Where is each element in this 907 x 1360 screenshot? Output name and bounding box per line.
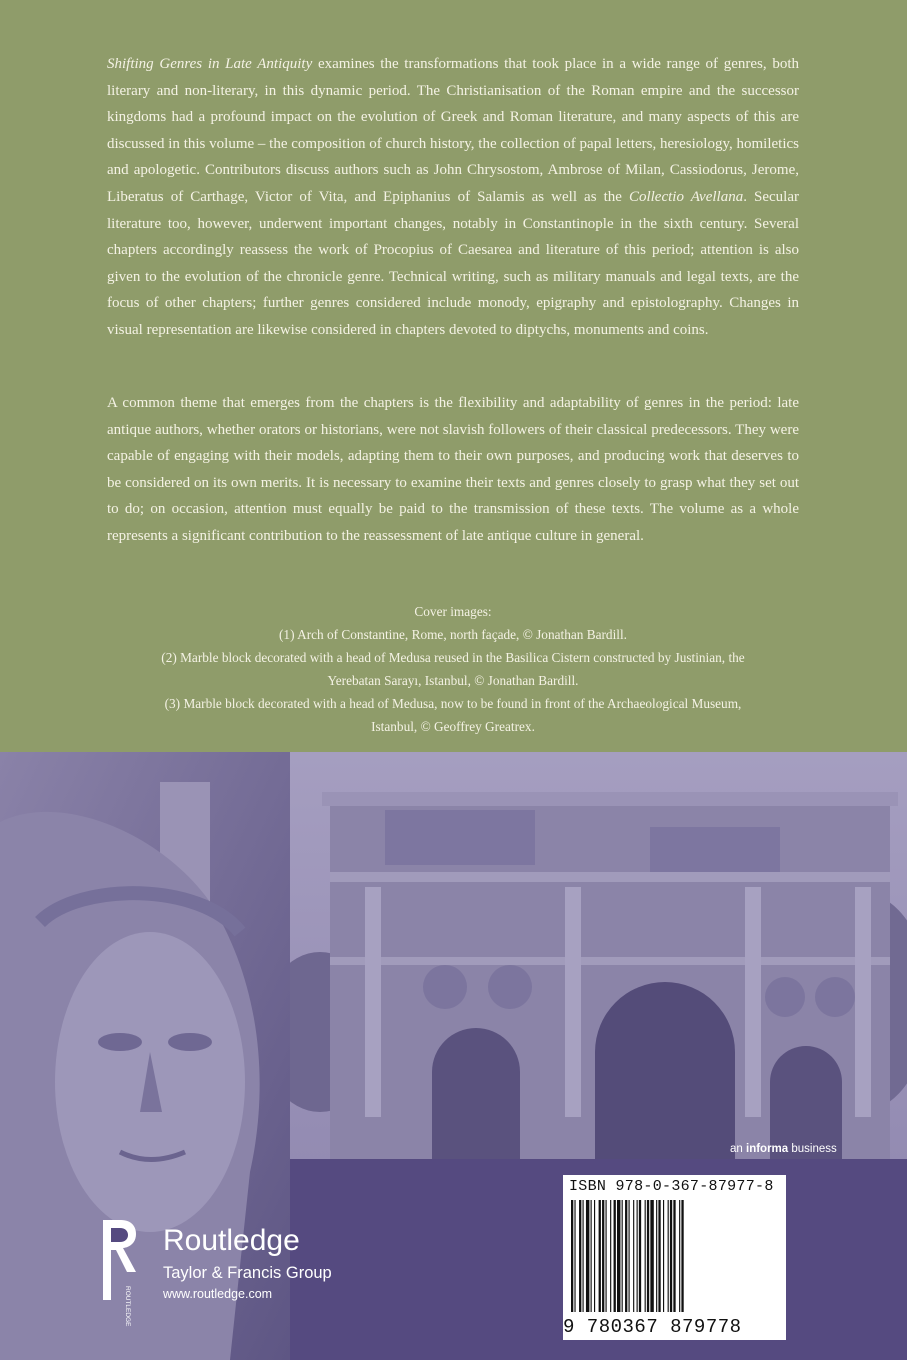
credit-line-2b: Yerebatan Sarayı, Istanbul, © Jonathan Bardill. — [327, 673, 579, 689]
barcode-bars — [571, 1200, 778, 1315]
svg-text:ROUTLEDGE: ROUTLEDGE — [124, 1286, 131, 1327]
routledge-logo — [103, 1204, 353, 1327]
isbn-barcode — [563, 1175, 786, 1340]
informa-business-tag — [730, 1143, 837, 1155]
routledge-mark-icon — [103, 1220, 136, 1327]
cover-image-credits — [90, 600, 816, 739]
credit-line-3b: Istanbul, © Geoffrey Greatrex. — [371, 719, 535, 735]
blurb-text: . Secular literature too, however, underwent important changes, notably in Constantinople in the sixth century. Several chapters accordingly reassess the work of Procopius of Caesarea and literature of this period; attention is also given to the evolution of the chronicle genre. Technical writing, such as military manuals and legal texts, are the focus of other chapters; further genres considered include monody, epigraphy and epistolography. Changes in visual representation are likewise considered in chapters devoted to diptychs, monuments and coins. — [107, 188, 799, 338]
barcode-digits: 9 780367 879778 — [563, 1316, 742, 1338]
collectio-title: Collectio Avellana — [628, 188, 744, 205]
credit-line-2a: (2) Marble block decorated with a head of Medusa reused in the Basilica Cistern constructed by Justinian, the — [161, 650, 745, 666]
publisher-group: Taylor & Francis Group — [163, 1264, 332, 1282]
arch-of-constantine — [322, 792, 898, 1162]
publisher-name: Routledge — [163, 1224, 300, 1257]
publisher-url[interactable]: www.routledge.com — [163, 1287, 273, 1301]
cover-photo-collage — [0, 752, 907, 1360]
book-title: Shifting Genres in Late Antiquity — [107, 56, 313, 72]
blurb-paragraph-2: A common theme that emerges from the chapters is the flexibility and adaptability of genres in the period: late antique authors, whether orators or historians, were not slavish followers of their classical predecessors. They were capable of engaging with their models, adapting them to their own purposes, and producing work that deserves to be considered on its own merits. It is necessary to examine their texts and genres closely to grasp what they set out to do; on occasion, attention must equally be paid to the transmission of these texts. The volume as a whole represents a significant contribution to the reassessment of late antique culture in general. — [107, 395, 799, 544]
isbn-label: ISBN 978-0-367-87977-8 — [569, 1178, 774, 1195]
credits-heading: Cover images: — [414, 604, 492, 619]
credit-line-1: (1) Arch of Constantine, Rome, north façade, © Jonathan Bardill. — [279, 627, 627, 643]
informa-pre: an — [730, 1143, 746, 1155]
blurb-text: examines the transformations that took place in a wide range of genres, both literary and non-literary, in this dynamic period. The Christianisation of the Roman empire and the successor kingdoms had a profound impact on the evolution of Greek and Roman literature, and many aspects of this are discussed in this volume – the composition of church history, the collection of papal letters, heresiology, homiletics and apologetic. Contributors discuss authors such as John Chrysostom, Ambrose of Milan, Cassiodorus, Jerome, Liberatus of Carthage, Victor of Vita, and Epiphanius of Salamis as well as the — [107, 56, 799, 205]
credit-line-3a: (3) Marble block decorated with a head of Medusa, now to be found in front of the Archaeological Museum, — [164, 696, 742, 712]
blurb-paragraph-1 — [107, 51, 799, 344]
informa-brand: informa — [746, 1143, 789, 1155]
informa-post: business — [788, 1143, 837, 1155]
